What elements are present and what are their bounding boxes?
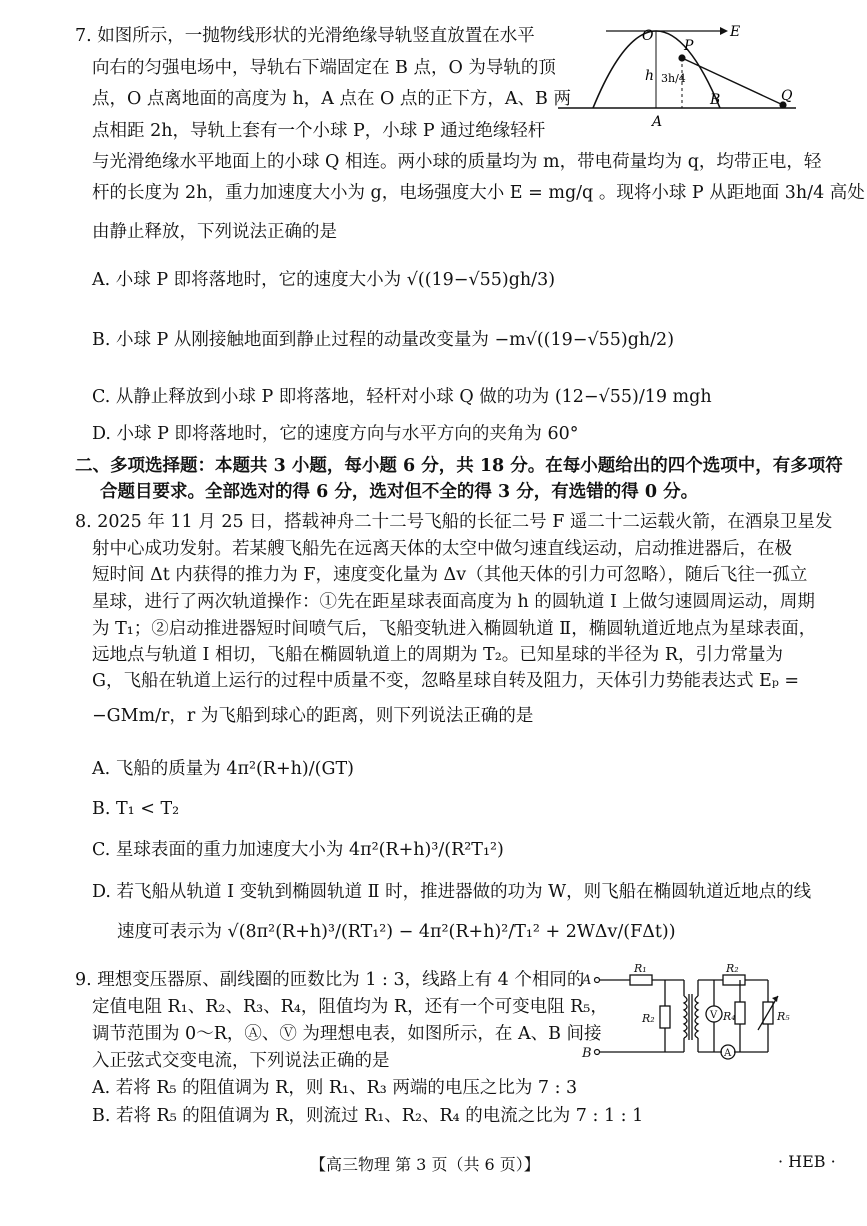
q8-line-5: 为 T₁；②启动推进器短时间喷气后，飞船变轨进入椭圆轨道 Ⅱ，椭圆轨道近地点为星球表面， — [92, 619, 817, 639]
label-r2-primary: R₂ — [642, 1012, 655, 1025]
q7-option-b: B. 小球 P 从刚接触地面到静止过程的动量改变量为 −m√((19−√55)gh/2) — [92, 330, 675, 350]
q8-option-b: B. T₁ < T₂ — [92, 799, 180, 819]
footer-code: · HEB · — [778, 1152, 836, 1171]
q9-line-4: 入正弦式交变电流，下列说法正确的是 — [92, 1051, 390, 1071]
q8-option-c: C. 星球表面的重力加速度大小为 4π²(R+h)³/(R²T₁²) — [92, 840, 504, 860]
q8-line-2: 射中心成功发射。若某艘飞船先在远离天体的太空中做匀速直线运动，启动推进器后，在极 — [92, 539, 792, 559]
terminal-a-icon — [595, 978, 600, 983]
q7-line-7: 由静止释放，下列说法正确的是 — [92, 222, 337, 242]
label-a: A — [652, 114, 663, 130]
label-e: E — [730, 24, 741, 40]
q9-line-3: 调节范围为 0～R，Ⓐ、Ⓥ 为理想电表，如图所示，在 A、B 间接 — [92, 1024, 602, 1044]
label-3h4: 3h/4 — [661, 72, 686, 85]
ball-p-icon — [678, 54, 685, 61]
q8-line-7: G，飞船在轨道上运行的过程中质量不变，忽略星球自转及阻力，天体引力势能表达式 Eₚ = — [92, 671, 800, 691]
q8-option-d-2: 速度可表示为 √(8π²(R+h)³/(RT₁²) − 4π²(R+h)²/T₁² + 2WΔv/(FΔt)) — [117, 922, 676, 942]
terminal-b-icon — [595, 1050, 600, 1055]
light-rod — [682, 58, 783, 105]
label-r5: R₅ — [777, 1010, 790, 1023]
resistor-r2-primary — [660, 1006, 670, 1028]
label-h: h — [645, 68, 655, 84]
resistor-r2-secondary — [723, 975, 745, 985]
label-b: B — [710, 92, 721, 108]
footer-page-info: 【高三物理 第 3 页（共 6 页）】 — [310, 1155, 540, 1174]
q9-option-b: B. 若将 R₅ 的阻值调为 R，则流过 R₁、R₂、R₄ 的电流之比为 7 : 1 : 1 — [92, 1106, 644, 1126]
label-r2-secondary: R₂ — [726, 962, 739, 975]
q8-line-1: 8. 2025 年 11 月 25 日，搭载神舟二十二号飞船的长征二号 F 遥二十二运载火箭，在酒泉卫星发 — [75, 512, 833, 532]
q7-option-a: A. 小球 P 即将落地时，它的速度大小为 √((19−√55)gh/3) — [92, 270, 556, 290]
q8-line-6: 远地点与轨道 Ⅰ 相切，飞船在椭圆轨道上的周期为 T₂。已知星球的半径为 R，引力常量为 — [92, 645, 784, 665]
q8-line-8: −GMm/r，r 为飞船到球心的距离，则下列说法正确的是 — [92, 706, 534, 726]
resistor-r4 — [735, 1002, 745, 1024]
label-r1: R₁ — [634, 962, 647, 975]
q7-line-6: 杆的长度为 2h，重力加速度大小为 g，电场强度大小 E = mg/q 。现将小球 P 从距地面 3h/4 高处 — [92, 183, 865, 203]
primary-coil — [684, 996, 687, 1038]
section-2-header-1: 二、多项选择题：本题共 3 小题，每小题 6 分，共 18 分。在每小题给出的四个选项中，有多项符 — [75, 456, 843, 476]
q7-option-c: C. 从静止释放到小球 P 即将落地，轻杆对小球 Q 做的功为 (12−√55)/19 mgh — [92, 387, 712, 407]
label-p: P — [684, 38, 694, 54]
resistor-r1 — [630, 975, 652, 985]
label-ammeter: A — [724, 1048, 732, 1059]
q7-line-2: 向右的匀强电场中，导轨右下端固定在 B 点，O 为导轨的顶 — [92, 58, 556, 78]
q7-line-3: 点，O 点离地面的高度为 h，A 点在 O 点的正下方，A、B 两 — [92, 89, 571, 109]
q7-line-1: 7. 如图所示，一抛物线形状的光滑绝缘导轨竖直放置在水平 — [75, 26, 535, 46]
q9-option-a: A. 若将 R₅ 的阻值调为 R，则 R₁、R₃ 两端的电压之比为 7 : 3 — [92, 1078, 578, 1098]
q8-option-a: A. 飞船的质量为 4π²(R+h)/(GT) — [92, 759, 354, 779]
label-o: O — [642, 28, 654, 44]
label-q: Q — [781, 88, 793, 104]
label-voltmeter: V — [710, 1010, 718, 1021]
secondary-coil — [695, 996, 698, 1038]
q8-option-d-1: D. 若飞船从轨道 Ⅰ 变轨到椭圆轨道 Ⅱ 时，推进器做的功为 W，则飞船在椭圆轨道近地点的线 — [92, 882, 812, 902]
label-terminal-b: B — [582, 1046, 592, 1061]
q7-option-d: D. 小球 P 即将落地时，它的速度方向与水平方向的夹角为 60° — [92, 424, 579, 444]
q9-line-2: 定值电阻 R₁、R₂、R₃、R₄，阻值均为 R，还有一个可变电阻 R₅， — [92, 997, 608, 1017]
q9-line-1: 9. 理想变压器原、副线圈的匝数比为 1 : 3，线路上有 4 个相同的 — [75, 970, 585, 990]
field-arrow-icon — [720, 27, 728, 35]
section-2-header-2: 合题目要求。全部选对的得 6 分，选对但不全的得 3 分，有选错的得 0 分。 — [100, 482, 699, 502]
q7-line-4: 点相距 2h，导轨上套有一个小球 P，小球 P 通过绝缘轻杆 — [92, 121, 546, 141]
q7-line-5: 与光滑绝缘水平地面上的小球 Q 相连。两小球的质量均为 m，带电荷量均为 q，均带正电，轻 — [92, 152, 822, 172]
label-r4: R₄ — [723, 1010, 736, 1023]
q8-line-3: 短时间 Δt 内获得的推力为 F，速度变化量为 Δv（其他天体的引力可忽略），随后飞往一孤立 — [92, 565, 808, 585]
q7-figure — [548, 22, 798, 134]
q9-circuit-figure — [580, 962, 800, 1062]
label-terminal-a: A — [582, 973, 592, 988]
q8-line-4: 星球，进行了两次轨道操作：①先在距星球表面高度为 h 的圆轨道 Ⅰ 上做匀速圆周运动，周期 — [92, 592, 815, 612]
